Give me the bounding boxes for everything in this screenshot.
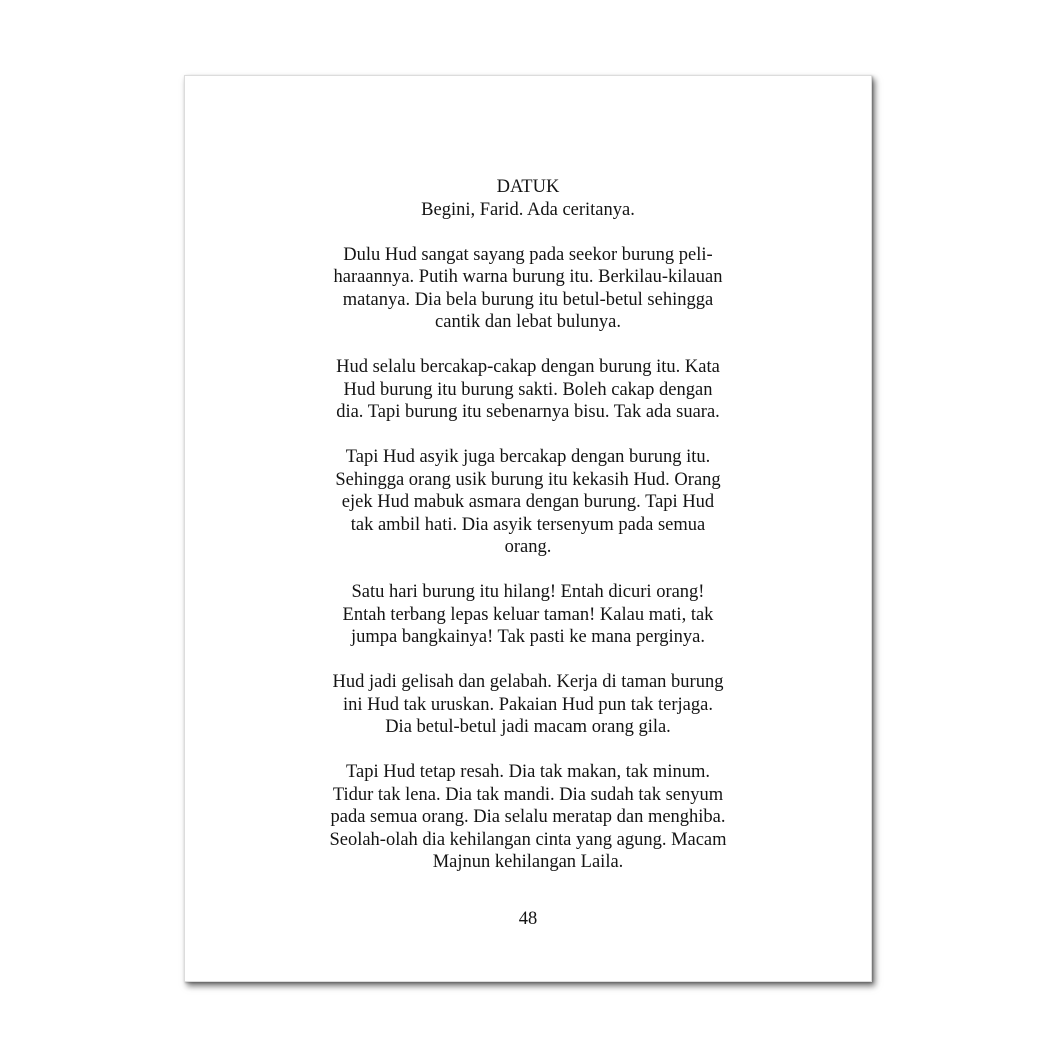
paragraph-4 — [185, 581, 871, 649]
paragraph-3 — [185, 446, 871, 559]
paragraph-line: Seolah-olah dia kehilangan cinta yang agung. Macam — [329, 829, 727, 850]
paragraph-line: tak ambil hati. Dia asyik tersenyum pada semua — [350, 514, 706, 535]
paragraph-1 — [185, 244, 871, 334]
paragraph-line: Tapi Hud tetap resah. Dia tak makan, tak minum. — [346, 762, 710, 782]
paragraph-line: Hud selalu bercakap-cakap dengan burung itu. Kata — [336, 357, 720, 377]
paragraph-6 — [185, 761, 871, 874]
paragraph-line: Majnun kehilangan Laila. — [432, 852, 624, 872]
page-text — [185, 176, 871, 874]
paragraph-line: Hud jadi gelisah dan gelabah. Kerja di taman burung — [332, 672, 724, 692]
paragraph-line: orang. — [504, 537, 552, 557]
paragraph-line: Dulu Hud sangat sayang pada seekor burung peli- — [343, 244, 713, 265]
paragraph-line: Hud burung itu burung sakti. Boleh cakap dengan — [343, 379, 713, 400]
page-number: 48 — [518, 909, 538, 929]
paragraph-line: jumpa bangkainya! Tak pasti ke mana perginya. — [350, 627, 706, 647]
paragraph-line: Tapi Hud asyik juga bercakap dengan burung itu. — [345, 447, 711, 467]
paragraph-line: Sehingga orang usik burung itu kekasih Hud. Orang — [335, 469, 721, 490]
paragraph-line: Dia betul-betul jadi macam orang gila. — [385, 717, 671, 737]
paragraph-line: dia. Tapi burung itu sebenarnya bisu. Tak ada suara. — [336, 402, 720, 422]
book-page — [184, 75, 872, 982]
dialogue-first-line: Begini, Farid. Ada ceritanya. — [421, 199, 635, 220]
paragraph-line: ini Hud tak uruskan. Pakaian Hud pun tak terjaga. — [343, 694, 713, 715]
speaker-name: DATUK — [496, 177, 560, 197]
paragraph-line: Tidur tak lena. Dia tak mandi. Dia sudah tak senyum — [332, 784, 724, 805]
paragraph-5 — [185, 671, 871, 739]
paragraph-2 — [185, 356, 871, 424]
paragraph-line: matanya. Dia bela burung itu betul-betul sehingga — [342, 289, 714, 310]
paragraph-line: ejek Hud mabuk asmara dengan burung. Tapi Hud — [341, 492, 715, 512]
paragraph-line: pada semua orang. Dia selalu meratap dan menghiba. — [330, 807, 726, 827]
paragraph-line: haraannya. Putih warna burung itu. Berkilau-kilauan — [333, 267, 723, 287]
paragraph-line: Satu hari burung itu hilang! Entah dicuri orang! — [351, 582, 705, 602]
paragraph-line: Entah terbang lepas keluar taman! Kalau mati, tak — [342, 604, 714, 625]
paragraph-line: cantik dan lebat bulunya. — [435, 312, 621, 332]
